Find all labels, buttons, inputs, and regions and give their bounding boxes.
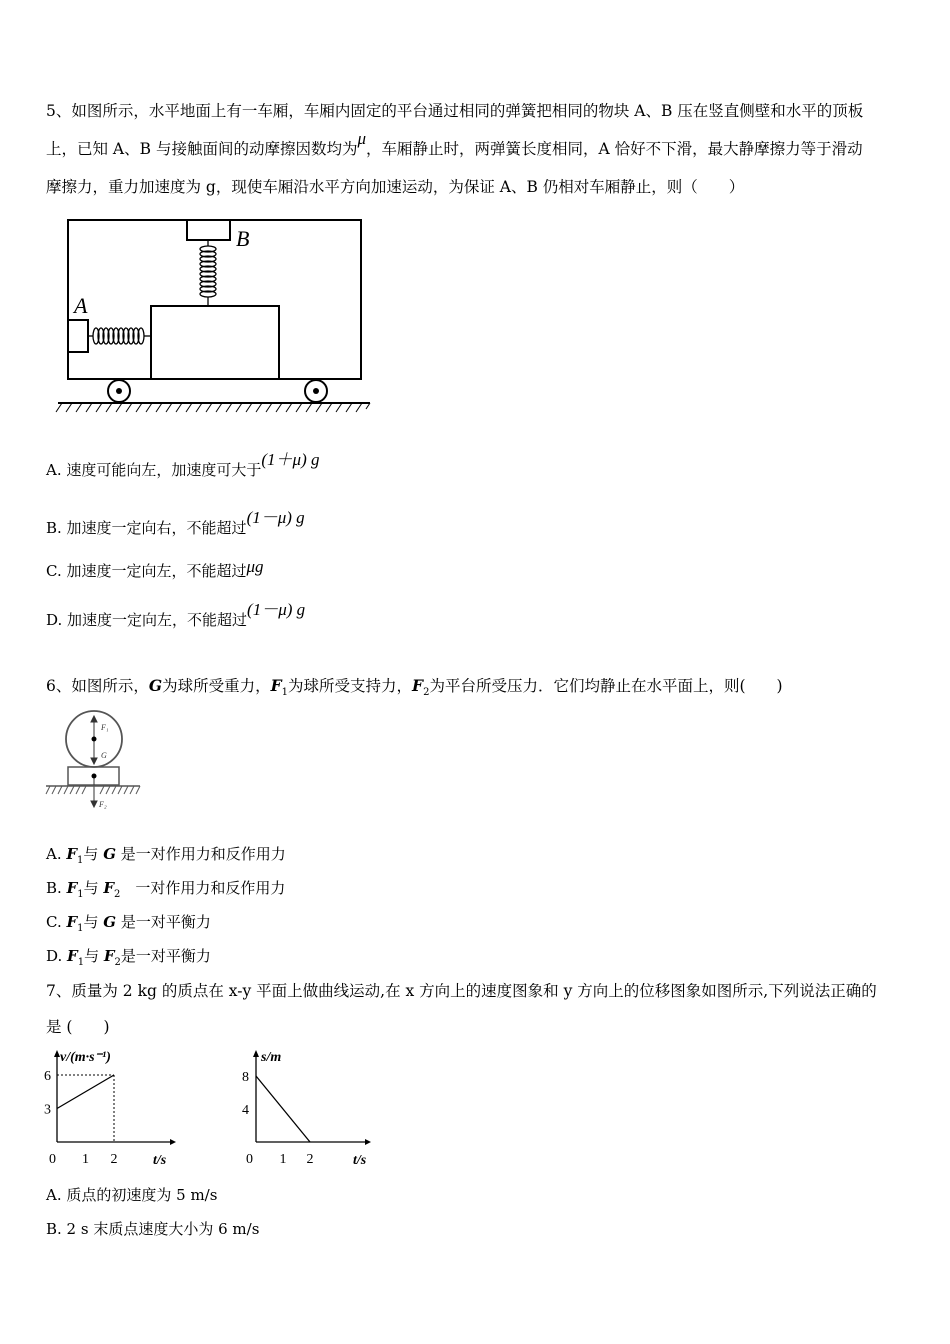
label-f2: F₂ — [99, 800, 107, 809]
v-xtick-1: 1 — [82, 1152, 89, 1167]
s-xtick-1: 1 — [279, 1152, 287, 1167]
q5-option-d-math: (1－μ) g — [247, 600, 306, 619]
left-wheel — [108, 380, 130, 402]
q6-ground-hatching — [46, 786, 140, 794]
q6-opt-a-label: A. — [46, 845, 67, 863]
q6-stem-a: 6、如图所示， — [46, 677, 149, 695]
label-f1: F₁ — [101, 723, 109, 732]
q5-stem-line2a: 上，已知 A、B 与接触面间的动摩擦因数均为 — [46, 140, 358, 158]
q6-opt-a-p2: G — [103, 845, 116, 863]
v-origin-label: 0 — [49, 1152, 56, 1167]
q5-option-d[interactable] — [46, 600, 306, 630]
q5-option-b-text: B. 加速度一定向右，不能超过 — [46, 519, 247, 537]
q6-opt-a-mid: 与 — [83, 845, 104, 863]
q6-opt-d-s1: 1 — [77, 957, 85, 968]
q6-opt-d-label: D. — [46, 947, 68, 965]
label-b: B — [236, 226, 250, 251]
q6-opt-b-s1: 1 — [77, 889, 84, 900]
v-x-arrow — [170, 1139, 176, 1145]
q5-mu-symbol: μ — [357, 129, 366, 148]
q6-opt-c-mid: 与 — [83, 913, 104, 931]
q7-chart-velocity — [40, 1045, 180, 1170]
s-y-arrow — [253, 1050, 259, 1057]
s-xlabel: t/s — [353, 1153, 367, 1168]
q5-option-d-text: D. 加速度一定向左，不能超过 — [46, 611, 248, 629]
label-a: A — [74, 293, 88, 318]
q7-chart-displacement — [235, 1045, 375, 1170]
s-ylabel: s/m — [261, 1050, 282, 1065]
q5-stem-line2b: ，车厢静止时，两弹簧长度相同，A 恰好不下滑，最大静摩擦力等于滑动 — [366, 140, 863, 158]
q6-figure-ball-platform — [44, 706, 154, 814]
q6-option-b[interactable] — [46, 877, 285, 900]
q6-opt-a-s1: 1 — [77, 855, 84, 866]
q6-opt-c-s1: 1 — [77, 923, 84, 934]
q5-option-b[interactable] — [46, 508, 305, 538]
q5-option-c-math: μg — [246, 557, 264, 576]
q5-option-a[interactable] — [46, 450, 320, 480]
q6-opt-b-rest: 一对作用力和反作用力 — [120, 879, 286, 897]
q5-option-a-math: (1＋μ) g — [261, 450, 320, 469]
q6-stem-c: 为球所受支持力， — [288, 677, 413, 695]
q6-g-symbol: G — [148, 676, 163, 695]
right-wheel — [305, 380, 327, 402]
v-ylabel: v/(m·s⁻¹) — [60, 1050, 111, 1065]
q7-option-b[interactable]: B. 2 s 末质点速度大小为 6 m/s — [46, 1220, 260, 1238]
vertical-spring — [200, 240, 216, 306]
q6-option-c[interactable] — [46, 911, 211, 934]
v-xtick-2: 2 — [110, 1152, 118, 1167]
q6-stem-d: 为平台所受压力．它们均静止在水平面上，则( ) — [429, 677, 783, 695]
block-b — [187, 220, 230, 240]
q6-f1-symbol: F — [270, 676, 282, 695]
q6-f2-symbol: F — [412, 676, 424, 695]
q6-f2-sub: 2 — [423, 687, 430, 699]
s-ytick-4: 4 — [242, 1103, 249, 1118]
platform — [151, 306, 279, 379]
q6-opt-a-rest: 是一对作用力和反作用力 — [116, 845, 286, 863]
s-origin-label: 0 — [246, 1152, 253, 1167]
q5-option-c-text: C. 加速度一定向左，不能超过 — [46, 562, 247, 580]
q6-opt-c-p2: G — [103, 913, 117, 931]
s-series-line — [256, 1076, 310, 1142]
q5-option-b-math: (1－μ) g — [246, 508, 305, 527]
q5-stem-line1: 5、如图所示，水平地面上有一车厢，车厢内固定的平台通过相同的弹簧把相同的物块 A、B 压在竖直侧壁和水平的顶板 — [46, 102, 864, 120]
ground-hatching — [56, 403, 370, 412]
q6-opt-b-s2: 2 — [114, 889, 121, 900]
q6-option-a[interactable] — [46, 843, 286, 866]
q6-option-d[interactable] — [46, 945, 211, 968]
v-ytick-3: 3 — [44, 1102, 51, 1118]
q6-opt-d-s2: 2 — [114, 957, 121, 968]
q6-f1-sub: 1 — [281, 687, 289, 699]
carriage-box — [68, 220, 361, 379]
q6-opt-d-p1: F — [67, 947, 78, 965]
label-g: G — [101, 751, 107, 760]
q7-option-a[interactable]: A. 质点的初速度为 5 m/s — [46, 1186, 218, 1204]
q6-opt-d-rest: 是一对平衡力 — [120, 947, 211, 965]
q6-opt-d-p2: F — [103, 947, 115, 965]
q6-opt-b-p1: F — [66, 879, 78, 897]
q5-stem-line2 — [46, 129, 863, 160]
s-x-arrow — [365, 1139, 371, 1145]
q6-opt-a-p1: F — [66, 845, 78, 863]
q5-option-c[interactable] — [46, 557, 264, 581]
q6-opt-b-mid: 与 — [83, 879, 104, 897]
q7-stem-line2: 是 ( ) — [46, 1018, 110, 1036]
q5-option-a-text: A. 速度可能向左，加速度可大于 — [46, 461, 262, 479]
v-series-line — [57, 1075, 114, 1109]
q6-opt-c-p1: F — [66, 913, 78, 931]
q6-stem — [46, 675, 783, 704]
q6-stem-b: 为球所受重力， — [162, 677, 271, 695]
block-a — [68, 320, 88, 352]
q7-stem-line1: 7、质量为 2 kg 的质点在 x-y 平面上做曲线运动,在 x 方向上的速度图象和 y 方向上的位移图象如图所示,下列说法正确的 — [46, 982, 877, 1000]
s-ytick-8: 8 — [242, 1070, 249, 1085]
q6-opt-c-label: C. — [46, 913, 67, 931]
q6-opt-c-rest: 是一对平衡力 — [116, 913, 211, 931]
q6-opt-d-mid: 与 — [84, 947, 104, 965]
v-ytick-6: 6 — [44, 1069, 51, 1084]
q5-figure-carriage — [50, 210, 380, 420]
q6-opt-b-p2: F — [103, 879, 115, 897]
q5-stem-line3: 摩擦力，重力加速度为 g，现使车厢沿水平方向加速运动，为保证 A、B 仍相对车厢静止，则（ ） — [46, 178, 745, 196]
v-xlabel: t/s — [153, 1153, 167, 1168]
horizontal-spring — [88, 328, 151, 344]
s-xtick-2: 2 — [306, 1152, 314, 1167]
q6-opt-b-label: B. — [46, 879, 67, 897]
